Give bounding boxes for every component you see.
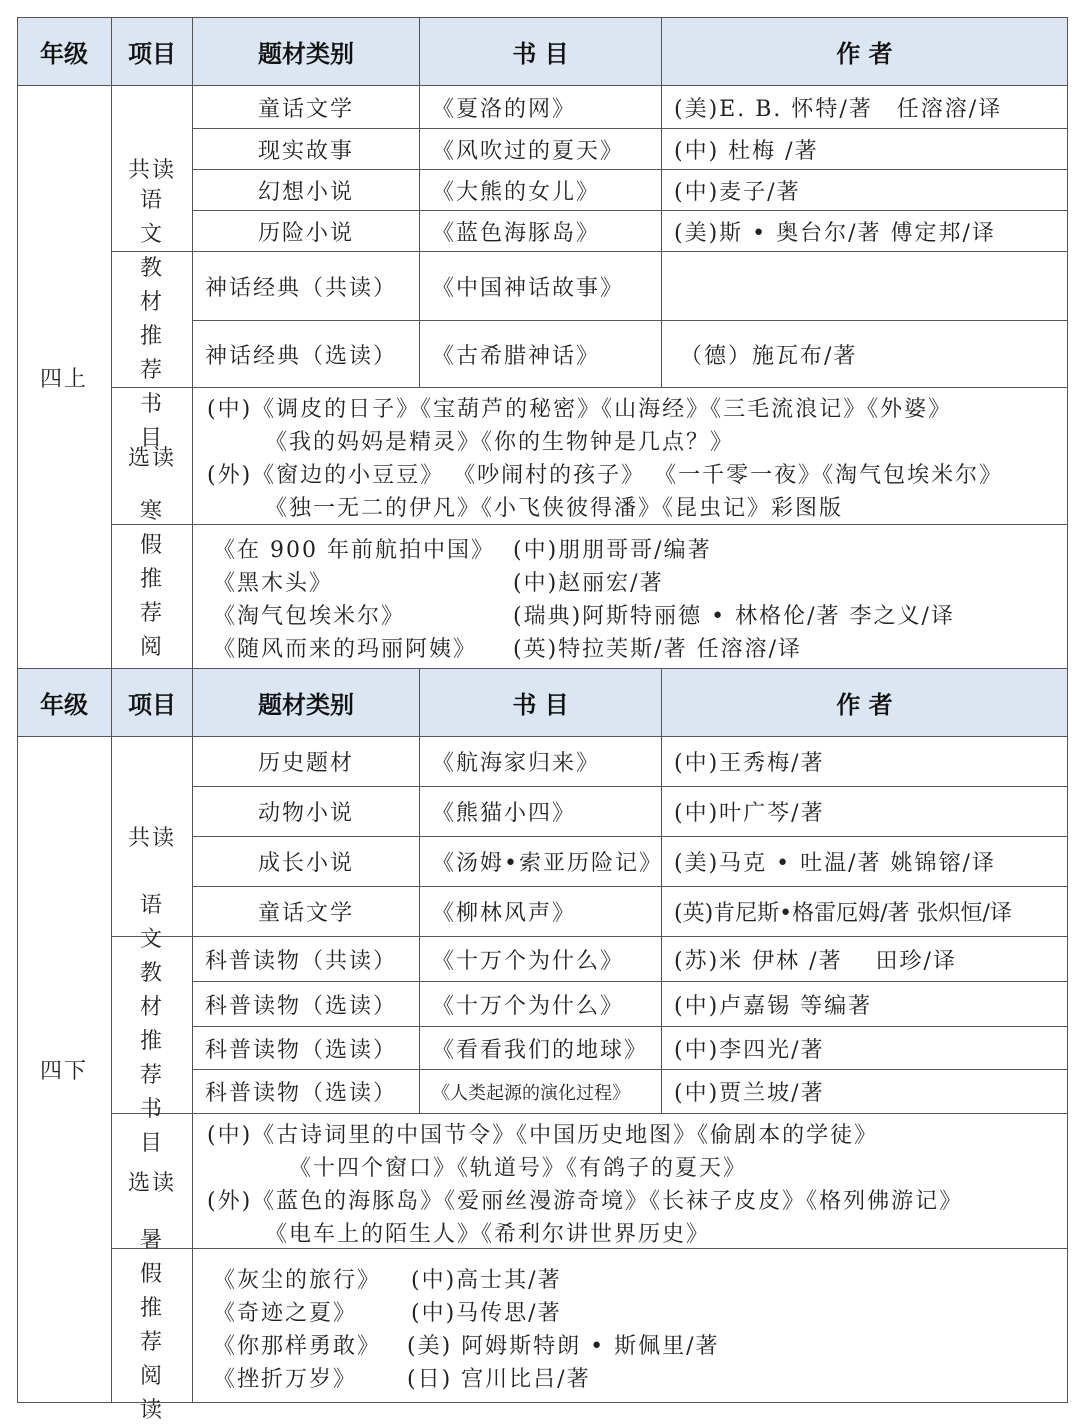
item-label: 寒假推荐阅 [139,498,164,660]
header-author: 作 者 [662,17,1068,86]
elective-line: 《电车上的陌生人》《希利尔讲世界历史》 [265,1222,711,1247]
book-cell: 《人类起源的演化过程》 [420,1070,662,1114]
book-cell: 《蓝色海豚岛》 [420,211,662,252]
holiday-list-upper [193,525,1068,669]
holiday-book: 《灰尘的旅行》 [213,1268,382,1293]
holiday-book: 《在 900 年前航拍中国》 [213,538,495,563]
elective-line: (中)《调皮的日子》《宝葫芦的秘密》《山海经》《三毛流浪记》《外婆》 [207,397,953,422]
category-cell: 童话文学 [193,86,420,129]
category-cell: 历险小说 [193,211,420,252]
header-book: 书 目 [420,17,662,86]
holiday-author: (中)马传思/著 [411,1301,562,1326]
elective-line: (中)《古诗词里的中国节令》《中国历史地图》《偷剧本的学徒》 [207,1123,879,1148]
author-cell: (中)叶广芩/著 [662,787,1068,837]
header-item: 项目 [112,669,193,737]
holiday-book: 《挫折万岁》 [213,1367,358,1392]
category-cell: 科普读物（选读） [193,1027,420,1070]
elective-line: (外)《窗边的小豆豆》 《吵闹村的孩子》 《一千零一夜》《淘气包埃米尔》 [207,463,1004,488]
book-cell: 《夏洛的网》 [420,86,662,129]
author-cell: (中)卢嘉锡 等编著 [662,982,1068,1027]
category-cell: 科普读物（选读） [193,982,420,1027]
book-cell: 《古希腊神话》 [420,321,662,388]
holiday-book: 《你那样勇敢》 [213,1334,382,1359]
author-cell: (英)肯尼斯•格雷厄姆/著 张炽恒/译 [662,887,1068,937]
elective-list-upper [193,388,1068,525]
holiday-book: 《随风而来的玛丽阿姨》 [213,637,478,662]
holiday-author: (中)高士其/著 [411,1268,562,1293]
header-category: 题材类别 [193,17,420,86]
item-elective-upper: 选读 [112,388,193,525]
header-author: 作 者 [662,669,1068,737]
category-cell: 神话经典（选读） [193,321,420,388]
category-cell: 幻想小说 [193,170,420,211]
author-cell: (中)贾兰坡/著 [662,1070,1068,1114]
book-cell: 《汤姆•索亚历险记》 [420,837,662,887]
item-textbook-lower [112,893,193,1156]
header-category: 题材类别 [193,669,420,737]
book-cell: 《中国神话故事》 [420,252,662,321]
holiday-author: (英)特拉芙斯/著 任溶溶/译 [513,637,802,662]
category-cell: 动物小说 [193,787,420,837]
category-cell: 神话经典（共读） [193,252,420,321]
elective-line: 《独一无二的伊凡》《小飞侠彼得潘》《昆虫记》彩图版 [265,496,844,521]
elective-line: 《十四个窗口》《轨道号》《有鸽子的夏天》 [289,1156,748,1181]
item-label: 暑假推荐阅读 [139,1227,164,1423]
author-cell: （德）施瓦布/著 [662,321,1068,388]
author-cell: (苏)米 伊林 /著 田珍/译 [662,937,1068,982]
header-grade: 年级 [17,669,112,737]
holiday-author: (美) 阿姆斯特朗 • 斯佩里/著 [407,1334,720,1359]
grade-upper: 四上 [17,86,112,669]
holiday-author: (瑞典)阿斯特丽德 • 林格伦/著 李之义/译 [513,604,955,629]
header-grade: 年级 [17,17,112,86]
author-cell: (美)马克 • 吐温/著 姚锦镕/译 [662,837,1068,887]
elective-line: 《我的妈妈是精灵》《你的生物钟是几点？》 [265,430,735,455]
author-cell: (中)李四光/著 [662,1027,1068,1070]
category-cell: 成长小说 [193,837,420,887]
elective-list-lower [193,1114,1068,1249]
category-cell: 科普读物（共读） [193,937,420,982]
book-cell: 《风吹过的夏天》 [420,129,662,170]
reading-list-table [17,17,1068,1423]
book-cell: 《看看我们的地球》 [420,1027,662,1070]
category-cell: 现实故事 [193,129,420,170]
item-shared-upper: 共读 [112,86,193,252]
author-cell: (美)E. B. 怀特/著 任溶溶/译 [662,86,1068,129]
book-cell: 《航海家归来》 [420,737,662,787]
holiday-author: (中)朋朋哥哥/编著 [513,538,712,563]
book-cell: 《熊猫小四》 [420,787,662,837]
item-textbook-upper [112,187,193,451]
item-holiday-upper [112,498,193,669]
author-cell: (美)斯 • 奥台尔/著 傅定邦/译 [662,211,1068,252]
holiday-book: 《黑木头》 [213,571,334,596]
author-cell [662,252,1068,321]
category-cell: 历史题材 [193,737,420,787]
grade-lower: 四下 [17,737,112,1403]
category-cell: 科普读物（选读） [193,1070,420,1114]
item-holiday-lower [112,1227,193,1423]
book-cell: 《柳林风声》 [420,887,662,937]
item-elective-lower: 选读 [112,1114,193,1249]
author-cell: (中)麦子/著 [662,170,1068,211]
book-cell: 《十万个为什么》 [420,937,662,982]
category-cell: 童话文学 [193,887,420,937]
header-book: 书 目 [420,669,662,737]
elective-line: (外)《蓝色的海豚岛》《爱丽丝漫游奇境》《长袜子皮皮》《格列佛游记》 [207,1189,964,1214]
author-cell: (中)王秀梅/著 [662,737,1068,787]
item-label: 语文教材推荐书目 [139,187,164,451]
author-cell: (中) 杜梅 /著 [662,129,1068,170]
item-label: 语文教材推荐书目 [139,893,164,1156]
holiday-author: (中)赵丽宏/著 [513,571,664,596]
holiday-book: 《淘气包埃米尔》 [213,604,406,629]
book-cell: 《十万个为什么》 [420,982,662,1027]
holiday-list-lower [193,1249,1068,1403]
header-item: 项目 [112,17,193,86]
holiday-book: 《奇迹之夏》 [213,1301,358,1326]
book-cell: 《大熊的女儿》 [420,170,662,211]
holiday-author: (日) 宫川比吕/著 [407,1367,591,1392]
item-shared-lower: 共读 [112,737,193,937]
